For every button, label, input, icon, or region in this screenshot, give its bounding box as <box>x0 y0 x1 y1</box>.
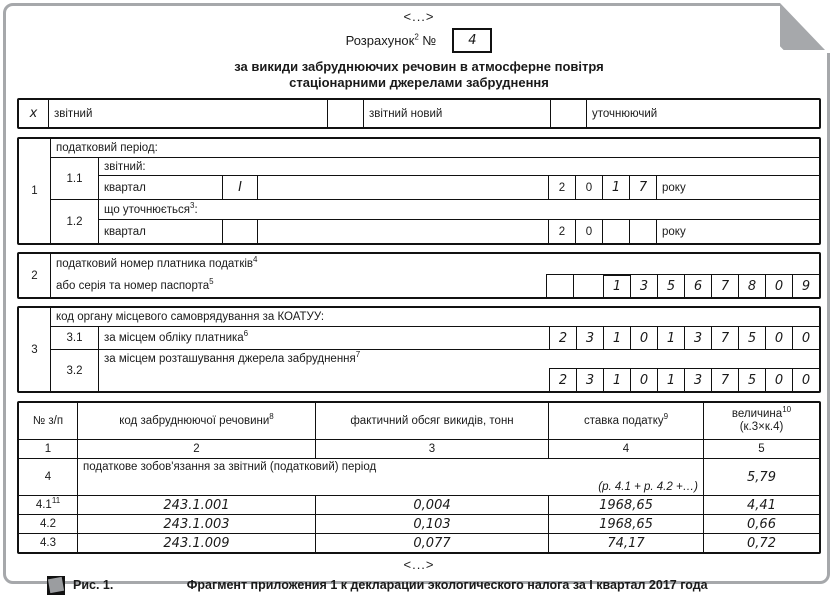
year2-cell-3 <box>602 220 629 243</box>
form-page <box>3 3 830 592</box>
row-3-2-label <box>99 350 819 368</box>
koatuu2-digit-4: 0 <box>630 369 657 391</box>
number-sign: № <box>422 33 437 48</box>
passport-label-text: або серія та номер паспорта <box>56 279 210 292</box>
row-4-1-number <box>19 496 77 514</box>
koatuu2-digit-9: 0 <box>765 369 792 391</box>
row-4-2-volume: 0,103 <box>315 515 548 533</box>
ellipsis-top: <...> <box>403 9 435 24</box>
calc-label <box>346 33 437 48</box>
table-row-4-1 <box>19 495 819 514</box>
row-1-2 <box>51 199 819 243</box>
row-4-2-value: 0,66 <box>703 515 819 533</box>
koatuu1-digit-6: 3 <box>684 327 711 349</box>
row-4-1-rate: 1968,65 <box>548 496 703 514</box>
quarter-spacer-1-2 <box>257 220 548 243</box>
row-1-1 <box>51 157 819 199</box>
row-4-2-rate: 1968,65 <box>548 515 703 533</box>
koatuu-title: код органу місцевого самоврядування за КОАТУУ: <box>56 311 325 323</box>
ellipsis-bottom: <...> <box>403 557 435 572</box>
row-4-2-code: 243.1.003 <box>77 515 315 533</box>
year2-cell-1: 2 <box>548 220 575 243</box>
row-3-2-number: 3.2 <box>66 364 83 377</box>
tax-digit-3: 1 <box>603 275 630 297</box>
calc-number-line <box>17 27 821 54</box>
calc-label-text: Розрахунок <box>345 33 415 48</box>
tax-digit-4: 3 <box>630 275 657 297</box>
tax-digit-9: 0 <box>765 275 792 297</box>
total-row-label-cell <box>77 459 703 495</box>
row-4-2-number: 4.2 <box>40 518 56 530</box>
table-row-4-3 <box>19 533 819 552</box>
quarter-spacer-1-1 <box>257 176 548 199</box>
row-4-1-code: 243.1.001 <box>77 496 315 514</box>
footnote-ref-6: 6 <box>243 329 249 339</box>
footnote-ref-3: 3 <box>190 200 195 210</box>
header-value-line1 <box>731 405 792 421</box>
figure-caption-row <box>17 574 821 596</box>
total-row-value: 5,79 <box>703 459 819 495</box>
taxpayer-number-label <box>51 254 819 274</box>
total-row-number: 4 <box>44 471 52 483</box>
checkbox-zvitnyi-novyi <box>327 100 363 127</box>
year-label-1-1: року <box>656 176 819 199</box>
koatuu1-digit-1: 2 <box>549 327 576 349</box>
year-cell-2: 0 <box>575 176 602 199</box>
year2-cell-2: 0 <box>575 220 602 243</box>
section-tax-period <box>17 137 821 245</box>
index-col-2: 2 <box>77 440 315 458</box>
header-pollutant-code <box>77 403 315 439</box>
year-label-1-2: року <box>656 220 819 243</box>
figure-icon-inner <box>48 576 64 592</box>
label-zvitnyi: звітний <box>48 100 327 127</box>
row-1-1-number: 1.1 <box>66 172 83 185</box>
row-3-2-label-text: за місцем розташування джерела забруднення <box>104 353 356 365</box>
footnote-ref-7: 7 <box>355 350 361 360</box>
tax-digit-10: 9 <box>792 275 819 297</box>
figure-label: Рис. 1. <box>73 578 114 592</box>
koatuu2-digit-10: 0 <box>792 369 819 391</box>
row-4-1-value: 4,41 <box>703 496 819 514</box>
tax-period-title: податковий період: <box>56 142 158 154</box>
row-3-1-number: 3.1 <box>66 332 83 344</box>
koatuu1-digit-9: 0 <box>765 327 792 349</box>
koatuu2-digit-8: 5 <box>738 369 765 391</box>
header-pollutant-code-text: код забруднюючої речовини <box>119 415 270 427</box>
index-col-1: 1 <box>44 443 52 455</box>
header-tax-rate-text: ставка податку <box>583 415 664 427</box>
section-taxpayer-number <box>17 252 821 299</box>
header-value <box>703 403 819 439</box>
form-title-line2: стаціонарними джерелами забруднення <box>289 75 549 90</box>
header-row-number: № з/п <box>32 415 64 427</box>
total-row-label: податкове зобов'язання за звітний (податковий) період <box>83 461 377 473</box>
quarter-label-1-2: квартал <box>104 225 146 238</box>
header-value-line2: (к.3×к.4) <box>739 421 784 433</box>
koatuu2-digit-7: 7 <box>711 369 738 391</box>
koatuu-cells-2 <box>549 368 819 391</box>
passport-label <box>51 274 546 297</box>
quarter-label-1-1: квартал <box>104 181 146 194</box>
koatuu2-digit-2: 3 <box>576 369 603 391</box>
form-content <box>17 10 821 596</box>
tax-digit-2 <box>573 275 600 297</box>
calc-number-box: 4 <box>452 28 492 53</box>
row-3-1 <box>51 326 819 349</box>
koatuu1-digit-7: 7 <box>711 327 738 349</box>
column-index-row <box>19 439 819 458</box>
emissions-table-header <box>19 403 819 439</box>
row-4-3-value: 0,72 <box>703 534 819 552</box>
row-4-3-rate: 74,17 <box>548 534 703 552</box>
row-4-1-volume: 0,004 <box>315 496 548 514</box>
label-zvitnyi-novyi: звітний новий <box>363 100 550 127</box>
form-title <box>17 59 821 91</box>
section2-number: 2 <box>31 269 38 282</box>
figure-caption: Фрагмент приложения 1 к декларации экологического налога за І квартал 2017 года <box>186 578 708 592</box>
index-col-4: 4 <box>548 440 703 458</box>
index-col-3: 3 <box>315 440 548 458</box>
row-1-2-label-text: що уточнюється <box>104 203 191 216</box>
taxpayer-number-label-text: податковий номер платника податків <box>56 258 254 270</box>
row-4-1-number-text: 4.1 <box>35 499 52 511</box>
header-tax-rate <box>548 403 703 439</box>
koatuu2-digit-5: 1 <box>657 369 684 391</box>
quarter-value-1-2 <box>222 220 257 243</box>
year2-cell-4 <box>629 220 656 243</box>
checkbox-zvitnyi: х <box>29 106 38 121</box>
header-value-text: величина <box>731 408 783 420</box>
total-row-formula: (р. 4.1 + р. 4.2 +…) <box>598 481 698 493</box>
tax-digit-8: 8 <box>738 275 765 297</box>
label-utochniuiuchyi: уточнюючий <box>586 100 819 127</box>
koatuu1-digit-2: 3 <box>576 327 603 349</box>
year-cell-1: 2 <box>548 176 575 199</box>
total-row <box>19 458 819 495</box>
koatuu-cells-1 <box>549 327 819 349</box>
section-koatuu <box>17 306 821 393</box>
year-cell-4: 7 <box>629 176 656 199</box>
taxpayer-number-cells <box>546 274 819 297</box>
koatuu2-digit-6: 3 <box>684 369 711 391</box>
footnote-ref-8: 8 <box>269 412 274 422</box>
row-1-1-label: звітний: <box>104 160 146 173</box>
koatuu1-digit-10: 0 <box>792 327 819 349</box>
footnote-ref-9: 9 <box>663 412 669 422</box>
tax-digit-6: 6 <box>684 275 711 297</box>
koatuu2-digit-3: 1 <box>603 369 630 391</box>
section3-number: 3 <box>31 343 38 356</box>
index-col-5: 5 <box>703 440 819 458</box>
footnote-ref-10: 10 <box>782 405 792 415</box>
koatuu1-digit-5: 1 <box>657 327 684 349</box>
section1-number: 1 <box>31 185 38 197</box>
row-4-3-number: 4.3 <box>40 537 56 549</box>
row-3-1-label-text: за місцем обліку платника <box>104 332 244 344</box>
koatuu1-digit-3: 1 <box>603 327 630 349</box>
row-4-3-volume: 0,077 <box>315 534 548 552</box>
koatuu1-digit-4: 0 <box>630 327 657 349</box>
footnote-ref-5: 5 <box>209 276 214 286</box>
koatuu1-digit-8: 5 <box>738 327 765 349</box>
footnote-ref-4: 4 <box>253 255 258 265</box>
quarter-value-1-1: І <box>222 176 257 199</box>
emissions-table <box>17 401 821 554</box>
figure-icon <box>47 576 65 595</box>
tax-digit-5: 5 <box>657 275 684 297</box>
tax-digit-7: 7 <box>711 275 738 297</box>
table-row-4-2 <box>19 514 819 533</box>
checkbox-utochniuiuchyi <box>550 100 586 127</box>
row-4-3-code: 243.1.009 <box>77 534 315 552</box>
footnote-ref-2: 2 <box>414 32 419 42</box>
row-1-2-label <box>99 200 819 219</box>
row-1-2-number: 1.2 <box>66 215 83 228</box>
row-1-2-label-colon: : <box>194 203 198 216</box>
footnote-ref-11: 11 <box>51 496 61 506</box>
report-type-row <box>17 98 821 129</box>
year-cell-3: 1 <box>602 176 629 199</box>
row-3-1-label <box>98 327 549 349</box>
form-title-line1: за викиди забруднюючих речовин в атмосферне повітря <box>234 59 604 74</box>
header-actual-volume: фактичний обсяг викидів, тонн <box>315 403 548 439</box>
row-3-2 <box>51 349 819 391</box>
koatuu2-digit-1: 2 <box>549 369 576 391</box>
tax-digit-1 <box>546 275 573 297</box>
